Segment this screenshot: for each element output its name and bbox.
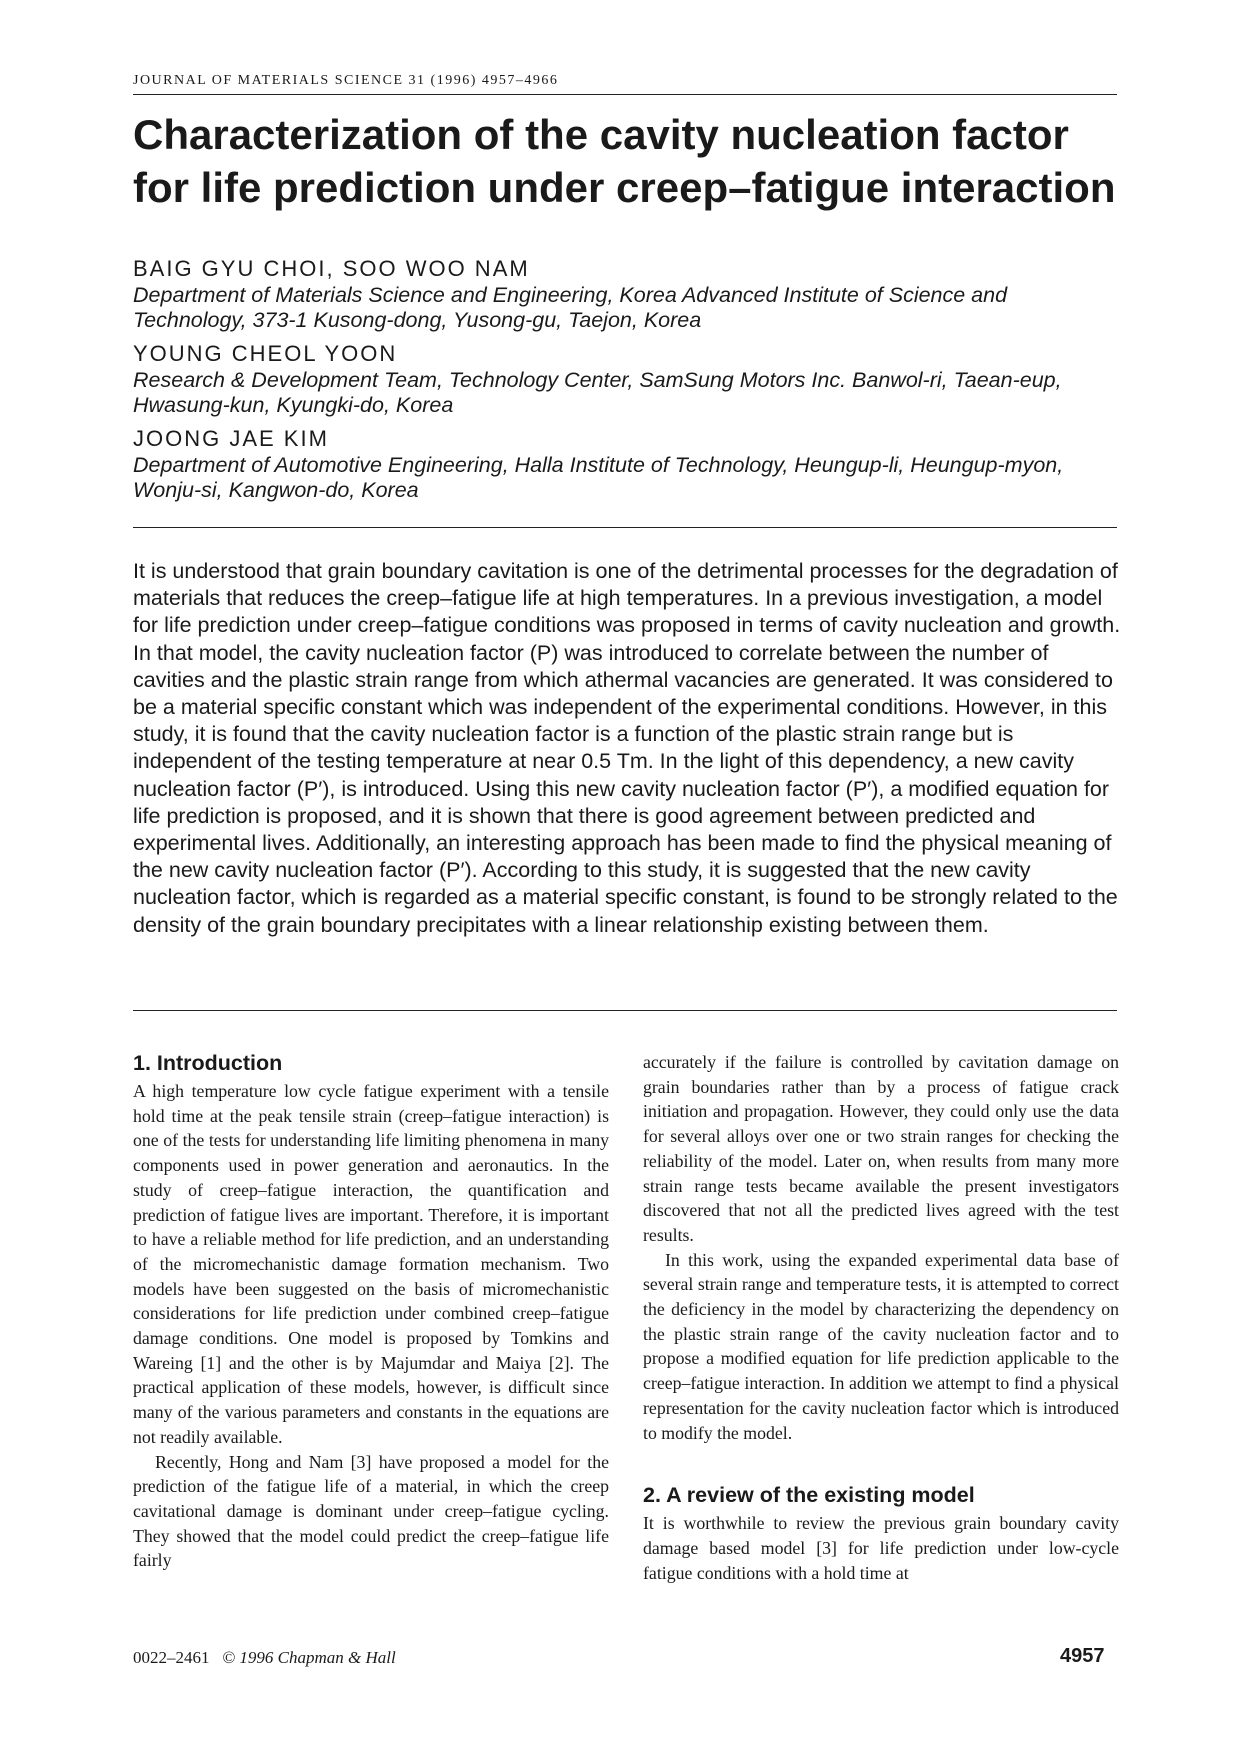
right-column (643, 1050, 1119, 1585)
author-group (133, 255, 1123, 333)
section-heading-review: 2. A review of the existing model (643, 1483, 975, 1508)
author-names: JOONG JAE KIM (133, 426, 329, 451)
section-heading-introduction: 1. Introduction (133, 1051, 283, 1075)
paper-title: Characterization of the cavity nucleation factor for life prediction under creep–fatigue interaction (133, 111, 1116, 211)
body-paragraph: It is worthwhile to review the previous grain boundary cavity damage based model [3] for life prediction under low-cycle fatigue conditions with a hold time at (643, 1513, 1119, 1583)
abstract: It is understood that grain boundary cavitation is one of the detrimental processes for the degradation of materials that reduces the creep–fatigue life at high temperatures. In a previous investigation, a model for life prediction under creep–fatigue conditions was proposed in terms of cavity nucleation and growth. In that model, the cavity nucleation factor (P) was introduced to correlate between the number of cavities and the plastic strain range from which athermal vacancies are generated. It was considered to be a material specific constant which was independent of the experimental conditions. However, in this study, it is found that the cavity nucleation factor is a function of the plastic strain range but is independent of the testing temperature at near 0.5 Tm. In the light of this dependency, a new cavity nucleation factor (P′), is introduced. Using this new cavity nucleation factor (P′), a modified equation for life prediction is proposed, and it is shown that there is good agreement between predicted and experimental lives. Additionally, an interesting approach has been made to find the physical meaning of the new cavity nucleation factor (P′). According to this study, it is suggested that the new cavity nucleation factor, which is regarded as a material specific constant, is found to be strongly related to the density of the grain boundary precipitates with a linear relationship existing between them. (133, 559, 1121, 937)
running-head: JOURNAL OF MATERIALS SCIENCE 31 (1996) 4957–4966 (133, 73, 559, 88)
footer-publication-info (133, 1648, 396, 1668)
abstract-bottom-rule (133, 1010, 1117, 1011)
author-names: BAIG GYU CHOI, SOO WOO NAM (133, 256, 530, 281)
body-paragraph: In this work, using the expanded experimental data base of several strain range and temperature tests, it is attempted to correct the deficiency in the model by characterizing the dependency on the plastic strain range of the cavity nucleation factor and to propose a modified equation for life prediction applicable to the creep–fatigue interaction. In addition we attempt to find a physical representation for the cavity nucleation factor which is introduced to modify the model. (643, 1249, 1119, 1443)
author-names: YOUNG CHEOL YOON (133, 341, 398, 366)
page-number: 4957 (1060, 1645, 1105, 1667)
body-paragraph: accurately if the failure is controlled by cavitation damage on grain boundaries rather than by a process of fatigue crack initiation and propagation. However, they could only use the data for several alloys over one or two strain ranges for checking the reliability of the model. Later on, when results from many more strain range tests became available the present investigators discovered that not all the predicted lives agreed with the test results. (643, 1052, 1119, 1245)
left-column (133, 1050, 609, 1573)
body-paragraph: A high temperature low cycle fatigue experiment with a tensile hold time at the peak tensile strain (creep–fatigue interaction) is one of the tests for understanding life limiting phenomena in many components used in power generation and aeronautics. In the study of creep–fatigue interaction, the quantification and prediction of fatigue lives are important. Therefore, it is important to have a reliable method for life prediction, and an understanding of the micromechanistic damage formation mechanism. Two models have been suggested on the basis of micromechanistic considerations for life prediction under combined creep–fatigue damage conditions. One model is proposed by Tomkins and Wareing [1] and the other is by Majumdar and Maiya [2]. The practical application of these models, however, is difficult since many of the various parameters and constants in the equations are not readily available. (133, 1081, 609, 1447)
abstract-top-rule (133, 527, 1117, 528)
author-affiliation: Research & Development Team, Technology Center, SamSung Motors Inc. Banwol-ri, Taean-eup, Hwasung-kun, Kyungki-do, Korea (133, 368, 1062, 417)
author-group (133, 340, 1123, 418)
header-rule (133, 94, 1117, 95)
issn-code: 0022–2461 (133, 1648, 210, 1667)
author-block (133, 255, 1123, 510)
author-affiliation: Department of Materials Science and Engineering, Korea Advanced Institute of Science and Technology, 373-1 Kusong-dong, Yusong-gu, Taejon, Korea (133, 283, 1008, 332)
author-group (133, 425, 1123, 503)
author-affiliation: Department of Automotive Engineering, Halla Institute of Technology, Heungup-li, Heungup-myon, Wonju-si, Kangwon-do, Korea (133, 453, 1064, 502)
body-paragraph: Recently, Hong and Nam [3] have proposed a model for the prediction of the fatigue life of a material, in which the creep cavitational damage is dominant under creep–fatigue cycling. They showed that the model could predict the creep–fatigue life fairly (133, 1451, 609, 1571)
copyright-notice: © 1996 Chapman & Hall (222, 1648, 396, 1667)
